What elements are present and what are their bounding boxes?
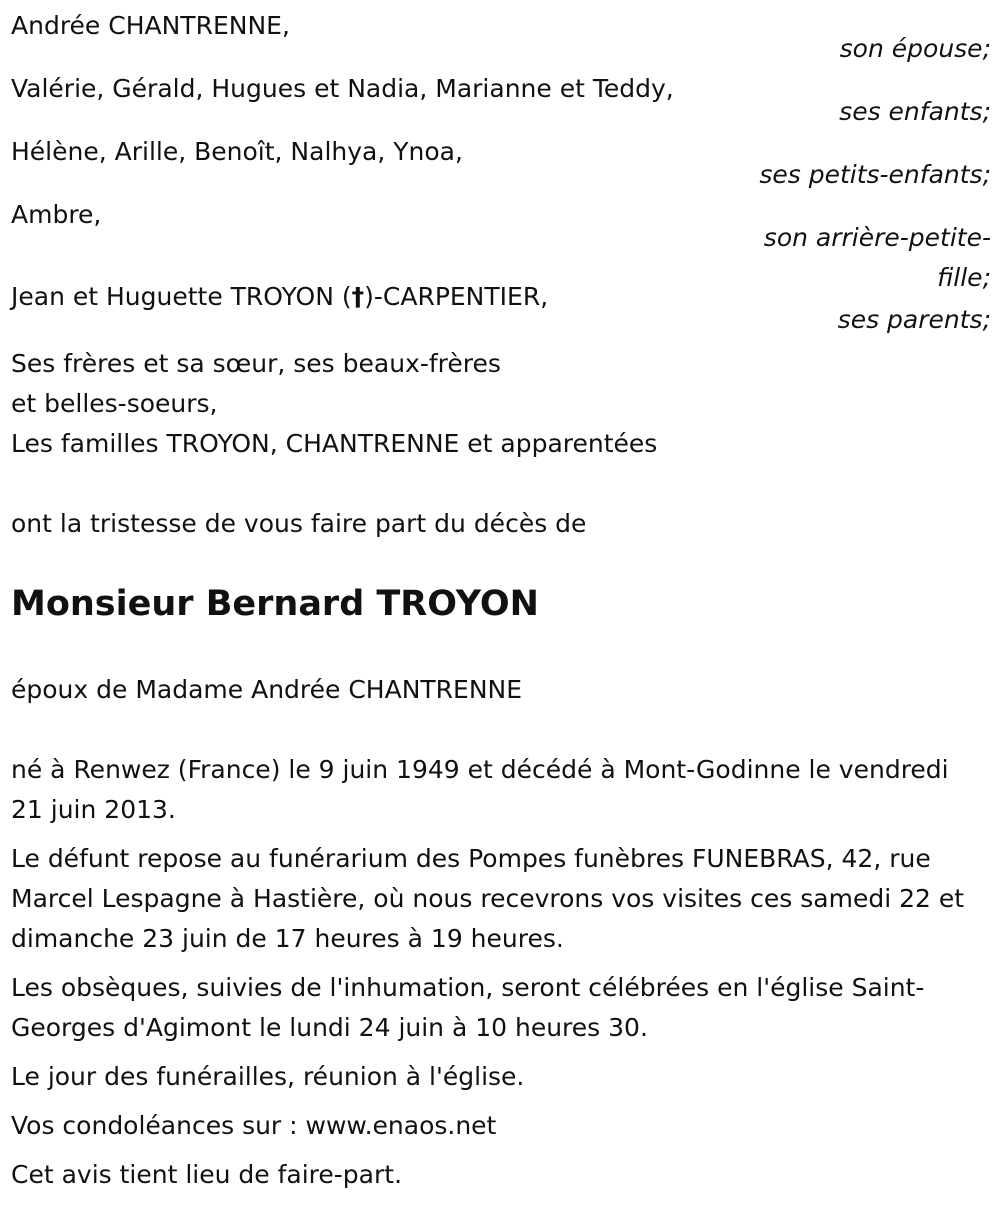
family-member-great-grandchild: Ambre, [11, 200, 102, 229]
notice-paragraph: Cet avis tient lieu de faire-part. [11, 1160, 403, 1189]
family-member-spouse: Andrée CHANTRENNE, [11, 11, 290, 40]
family-member-grandchildren: Hélène, Arille, Benoît, Nalhya, Ynoa, [11, 137, 463, 166]
gathering-paragraph: Le jour des funérailles, réunion à l'église. [11, 1062, 525, 1091]
other-relatives-line-3: Les familles TROYON, CHANTRENNE et apparentées [11, 429, 658, 458]
role-grandchildren: ses petits-enfants; [759, 160, 991, 189]
other-relatives-line-1: Ses frères et sa sœur, ses beaux-frères [11, 349, 501, 378]
cross-icon: † [351, 282, 365, 311]
parents-name-after: )-CARPENTIER, [364, 282, 549, 311]
role-spouse: son épouse; [839, 34, 991, 63]
family-member-children: Valérie, Gérald, Hugues et Nadia, Marianne et Teddy, [11, 74, 674, 103]
role-parents: ses parents; [837, 305, 991, 334]
condolences-paragraph: Vos condoléances sur : www.enaos.net [11, 1111, 497, 1140]
birth-death-paragraph: né à Renwez (France) le 9 juin 1949 et décédé à Mont-Godinne le vendredi 21 juin 2013. [11, 755, 949, 824]
family-list [11, 6, 991, 340]
spouse-of-text: époux de Madame Andrée CHANTRENNE [11, 675, 523, 704]
role-children: ses enfants; [839, 97, 991, 126]
other-relatives-line-2: et belles-soeurs, [11, 389, 218, 418]
deceased-name: Monsieur Bernard TROYON [11, 584, 539, 624]
intro-text: ont la tristesse de vous faire part du décès de [11, 509, 587, 538]
parents-name-before: Jean et Huguette TROYON ( [11, 282, 352, 311]
role-great-grandchild [11, 218, 991, 292]
other-relatives [11, 344, 991, 464]
funeral-paragraph: Les obsèques, suivies de l'inhumation, seront célébrées en l'église Saint-Georges d'Agimont le lundi 24 juin à 10 heures 30. [11, 973, 925, 1042]
role-great-grandchild-line-1: son arrière-petite- [763, 223, 991, 252]
death-notice [11, 6, 991, 1195]
funerarium-paragraph: Le défunt repose au funérarium des Pompes funèbres FUNEBRAS, 42, rue Marcel Lespagne à Hastière, où nous recevrons vos visites ces samedi 22 et dimanche 23 juin de 17 heures à 19 heures. [11, 844, 965, 953]
role-great-grandchild-line-2: fille; [937, 263, 991, 292]
